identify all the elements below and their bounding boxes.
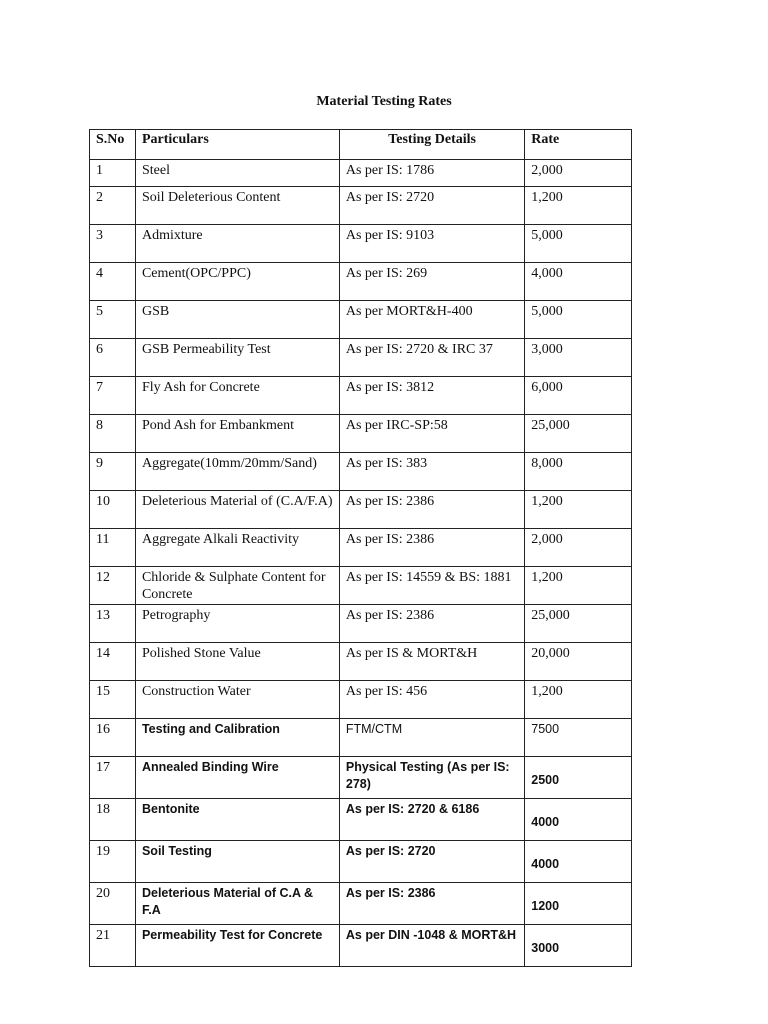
cell-sno: 16	[90, 719, 136, 757]
cell-particulars: Aggregate(10mm/20mm/Sand)	[135, 453, 339, 491]
cell-rate: 5,000	[525, 225, 632, 263]
cell-particulars: Annealed Binding Wire	[135, 757, 339, 799]
cell-rate: 25,000	[525, 605, 632, 643]
cell-testing-details: As per IRC-SP:58	[339, 415, 524, 453]
table-row	[90, 719, 632, 757]
cell-sno: 20	[90, 883, 136, 925]
table-row	[90, 263, 632, 301]
cell-testing-details: As per IS: 456	[339, 681, 524, 719]
cell-rate: 7500	[525, 719, 632, 757]
cell-particulars: GSB Permeability Test	[135, 339, 339, 377]
cell-sno: 9	[90, 453, 136, 491]
header-testing-details: Testing Details	[339, 130, 524, 160]
cell-testing-details: As per DIN -1048 & MORT&H	[339, 925, 524, 967]
cell-rate: 1,200	[525, 681, 632, 719]
table-row	[90, 377, 632, 415]
cell-rate: 4000	[525, 841, 632, 883]
cell-particulars: Deleterious Material of (C.A/F.A)	[135, 491, 339, 529]
cell-testing-details: As per IS: 269	[339, 263, 524, 301]
table-row	[90, 567, 632, 605]
cell-rate: 2500	[525, 757, 632, 799]
cell-testing-details: As per IS: 2720 & 6186	[339, 799, 524, 841]
cell-rate: 25,000	[525, 415, 632, 453]
table-row	[90, 841, 632, 883]
table-row	[90, 415, 632, 453]
cell-rate: 1200	[525, 883, 632, 925]
cell-particulars: Admixture	[135, 225, 339, 263]
cell-sno: 15	[90, 681, 136, 719]
cell-rate: 1,200	[525, 567, 632, 605]
cell-sno: 11	[90, 529, 136, 567]
table-row	[90, 339, 632, 377]
cell-rate: 5,000	[525, 301, 632, 339]
table-row	[90, 605, 632, 643]
cell-sno: 7	[90, 377, 136, 415]
cell-sno: 21	[90, 925, 136, 967]
cell-particulars: Chloride & Sulphate Content for Concrete	[135, 567, 339, 605]
table-row	[90, 301, 632, 339]
cell-particulars: Aggregate Alkali Reactivity	[135, 529, 339, 567]
cell-rate: 6,000	[525, 377, 632, 415]
cell-rate: 4,000	[525, 263, 632, 301]
cell-particulars: Polished Stone Value	[135, 643, 339, 681]
table-header-row	[90, 130, 632, 160]
cell-particulars: GSB	[135, 301, 339, 339]
cell-particulars: Fly Ash for Concrete	[135, 377, 339, 415]
cell-rate: 20,000	[525, 643, 632, 681]
table-row	[90, 757, 632, 799]
table-row	[90, 799, 632, 841]
cell-testing-details: As per IS: 2720	[339, 841, 524, 883]
cell-testing-details: As per IS: 3812	[339, 377, 524, 415]
cell-particulars: Steel	[135, 160, 339, 187]
cell-testing-details: Physical Testing (As per IS: 278)	[339, 757, 524, 799]
cell-testing-details: As per IS: 2720	[339, 187, 524, 225]
cell-sno: 13	[90, 605, 136, 643]
cell-sno: 3	[90, 225, 136, 263]
cell-testing-details: As per IS & MORT&H	[339, 643, 524, 681]
table-row	[90, 925, 632, 967]
cell-sno: 17	[90, 757, 136, 799]
header-sno: S.No	[90, 130, 136, 160]
cell-particulars: Deleterious Material of C.A & F.A	[135, 883, 339, 925]
header-particulars: Particulars	[135, 130, 339, 160]
cell-testing-details: As per IS: 1786	[339, 160, 524, 187]
cell-rate: 1,200	[525, 491, 632, 529]
cell-particulars: Construction Water	[135, 681, 339, 719]
cell-testing-details: As per IS: 383	[339, 453, 524, 491]
cell-testing-details: As per IS: 2386	[339, 605, 524, 643]
cell-testing-details: As per IS: 2386	[339, 529, 524, 567]
cell-sno: 8	[90, 415, 136, 453]
cell-sno: 10	[90, 491, 136, 529]
table-row	[90, 160, 632, 187]
cell-particulars: Soil Deleterious Content	[135, 187, 339, 225]
cell-sno: 1	[90, 160, 136, 187]
cell-particulars: Pond Ash for Embankment	[135, 415, 339, 453]
table-row	[90, 491, 632, 529]
cell-sno: 6	[90, 339, 136, 377]
cell-testing-details: As per IS: 14559 & BS: 1881	[339, 567, 524, 605]
testing-rates-table	[89, 129, 632, 967]
cell-particulars: Cement(OPC/PPC)	[135, 263, 339, 301]
cell-rate: 3,000	[525, 339, 632, 377]
cell-rate: 1,200	[525, 187, 632, 225]
cell-testing-details: As per IS: 9103	[339, 225, 524, 263]
cell-rate: 2,000	[525, 529, 632, 567]
cell-testing-details: As per IS: 2386	[339, 883, 524, 925]
cell-rate: 8,000	[525, 453, 632, 491]
cell-particulars: Testing and Calibration	[135, 719, 339, 757]
table-body	[90, 160, 632, 967]
table-row	[90, 883, 632, 925]
cell-particulars: Petrography	[135, 605, 339, 643]
cell-particulars: Soil Testing	[135, 841, 339, 883]
cell-testing-details: As per IS: 2720 & IRC 37	[339, 339, 524, 377]
document-title: Material Testing Rates	[316, 94, 452, 109]
table-row	[90, 681, 632, 719]
cell-testing-details: As per MORT&H-400	[339, 301, 524, 339]
cell-rate: 2,000	[525, 160, 632, 187]
cell-sno: 5	[90, 301, 136, 339]
cell-rate: 4000	[525, 799, 632, 841]
table-row	[90, 225, 632, 263]
cell-testing-details: As per IS: 2386	[339, 491, 524, 529]
cell-sno: 14	[90, 643, 136, 681]
cell-testing-details: FTM/CTM	[339, 719, 524, 757]
table-row	[90, 643, 632, 681]
table-row	[90, 187, 632, 225]
cell-particulars: Bentonite	[135, 799, 339, 841]
cell-sno: 4	[90, 263, 136, 301]
table-row	[90, 529, 632, 567]
cell-sno: 18	[90, 799, 136, 841]
table-row	[90, 453, 632, 491]
cell-sno: 2	[90, 187, 136, 225]
cell-sno: 12	[90, 567, 136, 605]
header-rate: Rate	[525, 130, 632, 160]
cell-sno: 19	[90, 841, 136, 883]
cell-rate: 3000	[525, 925, 632, 967]
cell-particulars: Permeability Test for Concrete	[135, 925, 339, 967]
